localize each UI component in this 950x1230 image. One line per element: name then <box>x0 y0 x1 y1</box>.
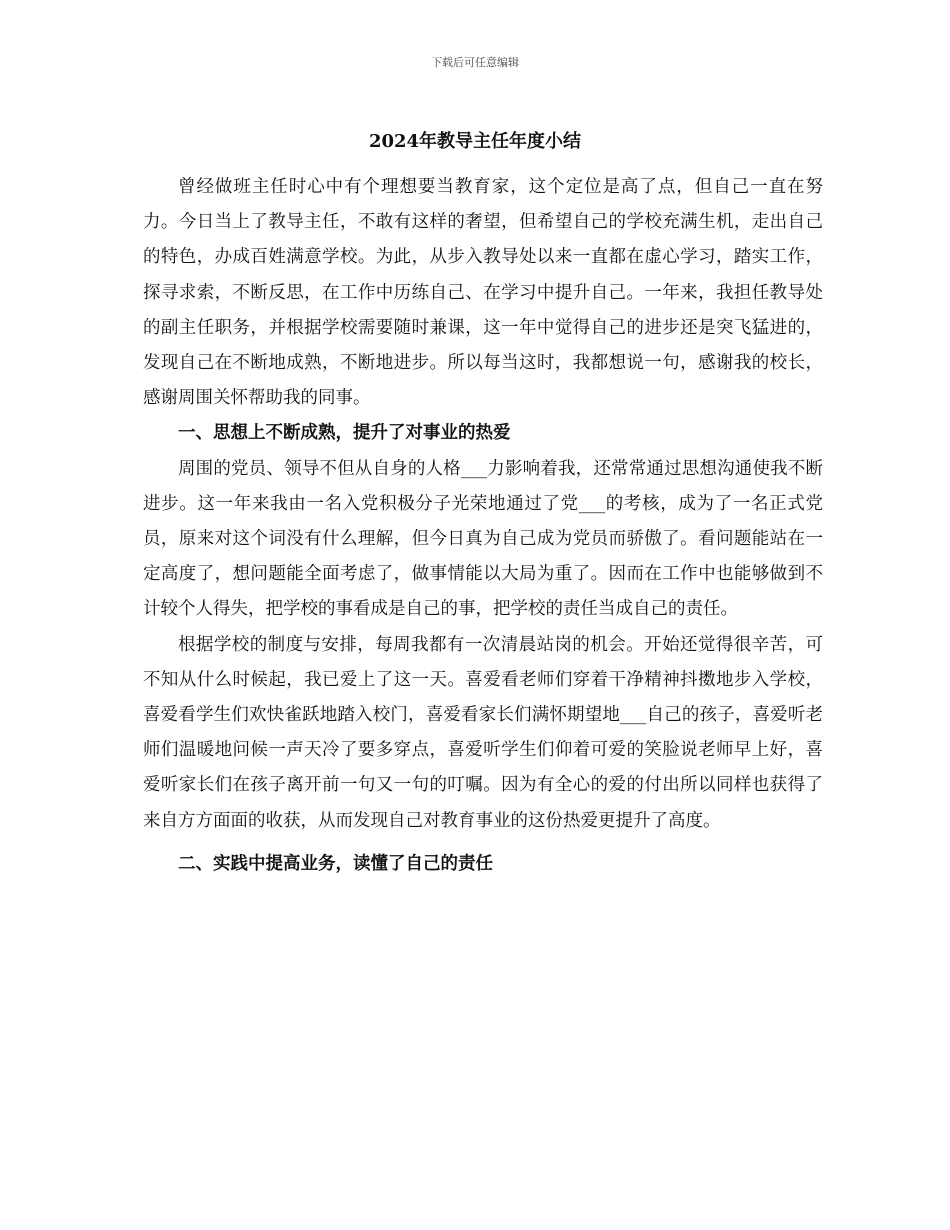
paragraph-section1-b: 根据学校的制度与安排，每周我都有一次清晨站岗的机会。开始还觉得很辛苦，可不知从什么时候起，我已爱上了这一天。喜爱看老师们穿着干净精神抖擞地步入学校，喜爱看学生们欢快雀跃地踏入校门，喜爱看家长们满怀期望地___自己的孩子，喜爱听老师们温暖地问候一声天冷了要多穿点，喜爱听学生们仰着可爱的笑脸说老师早上好，喜爱听家长们在孩子离开前一句又一句的叮嘱。因为有全心的爱的付出所以同样也获得了来自方方面面的收获，从而发现自己对教育事业的这份热爱更提升了高度。 <box>143 634 823 831</box>
paragraph-section1-a: 周围的党员、领导不但从自身的人格___力影响着我，还常常通过思想沟通使我不断进步。这一年来我由一名入党积极分子光荣地通过了党___的考核，成为了一名正式党员，原来对这个词没有什么理解，但今日真为自己成为党员而骄傲了。看问题能站在一定高度了，想问题能全面考虑了，做事情能以大局为重了。因而在工作中也能够做到不计较个人得失，把学校的事看成是自己的事，把学校的责任当成自己的责任。 <box>143 458 823 620</box>
section-heading-2: 二、实践中提高业务，读懂了自己的责任 <box>178 853 493 874</box>
page-header-note: 下载后可任意编辑 <box>431 56 519 69</box>
paragraph-intro: 曾经做班主任时心中有个理想要当教育家，这个定位是高了点，但自己一直在努力。今日当上了教导主任，不敢有这样的奢望，但希望自己的学校充满生机，走出自己的特色，办成百姓满意学校。为此，从步入教导处以来一直都在虚心学习，踏实工作，探寻求索，不断反思，在工作中历练自己、在学习中提升自己。一年来，我担任教导处的副主任职务，并根据学校需要随时兼课，这一年中觉得自己的进步还是突飞猛进的，发现自己在不断地成熟，不断地进步。所以每当这时，我都想说一句，感谢我的校长，感谢周围关怀帮助我的同事。 <box>143 177 823 409</box>
document-body <box>143 170 823 882</box>
document-title: 2024年教导主任年度小结 <box>368 131 582 152</box>
section-heading-1: 一、思想上不断成熟，提升了对事业的热爱 <box>178 423 511 444</box>
